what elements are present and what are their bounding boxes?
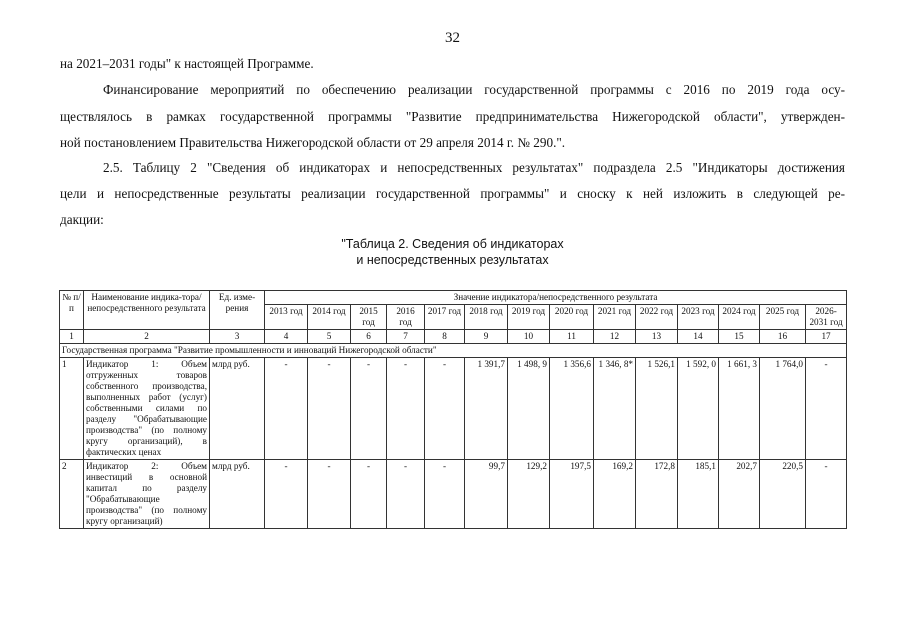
value-cell: - <box>806 460 847 529</box>
value-cell: 1 592, 0 <box>678 358 719 460</box>
paragraph-line: Финансирование мероприятий по обеспечению реализации государственной программы с 2016 по 2019 года осу- <box>103 82 845 97</box>
paragraph-line: цели и непосредственные результаты реализации государственной программы" и сноску к ней изложить в следующей ре- <box>60 186 845 201</box>
header-year: 2026-2031 год <box>806 305 847 330</box>
value-cell: 1 526,1 <box>636 358 678 460</box>
value-cell: - <box>308 358 351 460</box>
value-cell: 1 498, 9 <box>508 358 550 460</box>
indicator-name: Индикатор 2: Объем инвестиций в основной капитал по разделу "Обрабатывающие производства" (по полному кругу организаций) <box>84 460 210 529</box>
indicator-name: Индикатор 1: Объем отгруженных товаров собственного производства, выполненных работ (услуг) собственными силами по разделу "Обрабатывающие производства" (по полному кругу организаций), в фактических ценах <box>84 358 210 460</box>
value-cell: 220,5 <box>760 460 806 529</box>
column-number: 7 <box>387 330 425 344</box>
value-cell: 129,2 <box>508 460 550 529</box>
header-year: 2016 год <box>387 305 425 330</box>
value-cell: - <box>387 460 425 529</box>
column-number: 13 <box>636 330 678 344</box>
paragraph-line: ной постановлением Правительства Нижегородской области от 29 апреля 2014 г. № 290.". <box>60 135 566 150</box>
program-row <box>60 344 847 358</box>
paragraph-line: 2.5. Таблицу 2 "Сведения об индикаторах и непосредственных результатах" подраздела 2.5 "Индикаторы достижения <box>103 160 845 175</box>
header-year: 2013 год <box>265 305 308 330</box>
row-num: 2 <box>60 460 84 529</box>
column-number: 17 <box>806 330 847 344</box>
value-cell: - <box>425 460 465 529</box>
paragraph-line: ществлялось в рамках государственной программы "Развитие предпринимательства Нижегородской области", утвержден- <box>60 109 845 124</box>
unit: млрд руб. <box>210 460 265 529</box>
value-cell: - <box>265 460 308 529</box>
column-number: 9 <box>465 330 508 344</box>
header-unit: Ед. изме-рения <box>210 291 265 330</box>
column-number: 12 <box>594 330 636 344</box>
table-caption-line: "Таблица 2. Сведения об индикаторах <box>341 237 564 251</box>
header-year: 2015 год <box>351 305 387 330</box>
header-year: 2018 год <box>465 305 508 330</box>
value-cell: 172,8 <box>636 460 678 529</box>
header-year: 2014 год <box>308 305 351 330</box>
value-cell: 185,1 <box>678 460 719 529</box>
column-number: 16 <box>760 330 806 344</box>
column-number: 1 <box>60 330 84 344</box>
header-year: 2019 год <box>508 305 550 330</box>
header-year: 2022 год <box>636 305 678 330</box>
value-cell: - <box>387 358 425 460</box>
header-year: 2023 год <box>678 305 719 330</box>
column-number: 5 <box>308 330 351 344</box>
indicators-table <box>59 290 847 529</box>
table-row <box>60 460 847 529</box>
value-cell: 99,7 <box>465 460 508 529</box>
paragraph-line: на 2021–2031 годы" к настоящей Программе. <box>60 56 314 71</box>
column-number: 4 <box>265 330 308 344</box>
value-cell: 1 356,6 <box>550 358 594 460</box>
unit: млрд руб. <box>210 358 265 460</box>
value-cell: 169,2 <box>594 460 636 529</box>
header-values: Значение индикатора/непосредственного результата <box>265 291 847 305</box>
column-number: 3 <box>210 330 265 344</box>
header-num: № п/п <box>60 291 84 330</box>
header-year: 2020 год <box>550 305 594 330</box>
page-number: 32 <box>445 30 460 46</box>
column-number: 6 <box>351 330 387 344</box>
column-number-row <box>60 330 847 344</box>
value-cell: - <box>425 358 465 460</box>
paragraph-line: дакции: <box>60 212 104 227</box>
table-caption-line: и непосредственных результатах <box>356 253 549 267</box>
value-cell: - <box>308 460 351 529</box>
value-cell: - <box>265 358 308 460</box>
column-number: 15 <box>719 330 760 344</box>
value-cell: 202,7 <box>719 460 760 529</box>
table-caption <box>0 236 905 268</box>
header-year: 2021 год <box>594 305 636 330</box>
value-cell: 197,5 <box>550 460 594 529</box>
column-number: 8 <box>425 330 465 344</box>
program-title: Государственная программа "Развитие промышленности и инноваций Нижегородской области" <box>60 344 847 358</box>
column-number: 14 <box>678 330 719 344</box>
header-year: 2025 год <box>760 305 806 330</box>
column-number: 2 <box>84 330 210 344</box>
value-cell: 1 764,0 <box>760 358 806 460</box>
value-cell: - <box>806 358 847 460</box>
value-cell: - <box>351 460 387 529</box>
header-name: Наименование индика-тора/непосредственного результата <box>84 291 210 330</box>
value-cell: 1 661, 3 <box>719 358 760 460</box>
value-cell: 1 391,7 <box>465 358 508 460</box>
table-row <box>60 358 847 460</box>
value-cell: 1 346, 8* <box>594 358 636 460</box>
header-year: 2024 год <box>719 305 760 330</box>
row-num: 1 <box>60 358 84 460</box>
value-cell: - <box>351 358 387 460</box>
column-number: 10 <box>508 330 550 344</box>
header-year: 2017 год <box>425 305 465 330</box>
column-number: 11 <box>550 330 594 344</box>
